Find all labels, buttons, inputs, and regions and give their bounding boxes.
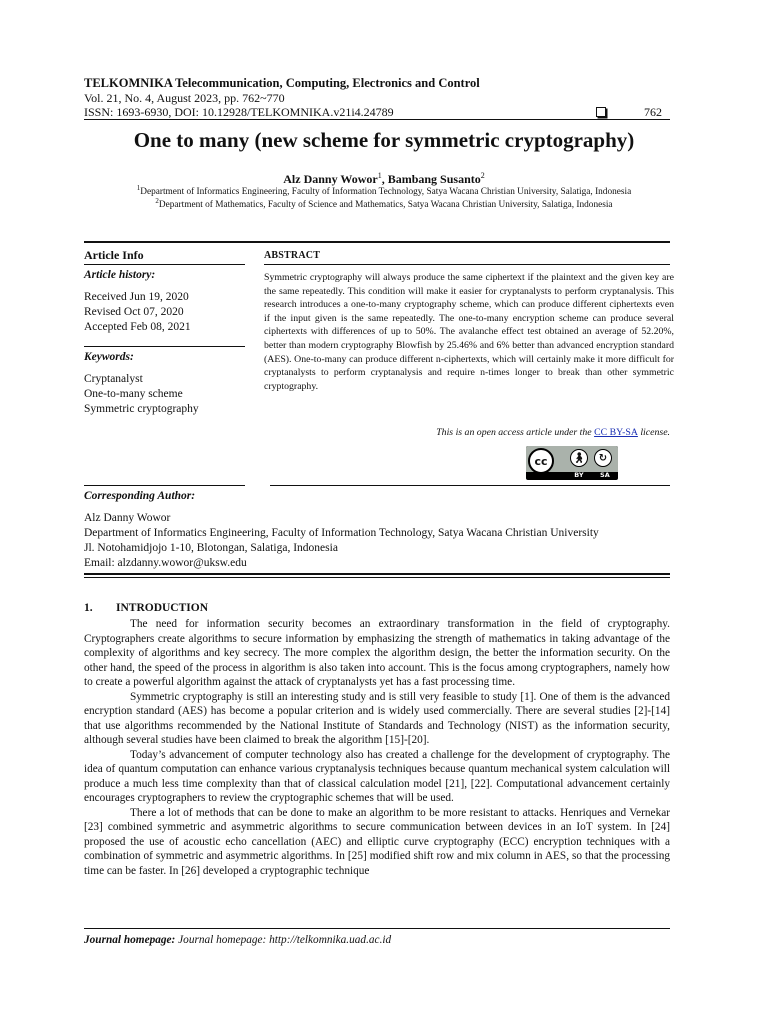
license-prefix: This is an open access article under the — [436, 427, 595, 438]
abstract-heading: ABSTRACT — [264, 250, 321, 261]
corresponding-line: Jl. Notohamidjojo 1-10, Blotongan, Salatiga, Indonesia — [84, 542, 338, 554]
affiliation-sup: 1 — [136, 184, 141, 192]
history-item: Revised Oct 07, 2020 — [84, 306, 184, 318]
history-item: Received Jun 19, 2020 — [84, 291, 189, 303]
author-name: Alz Danny Wowor — [283, 172, 378, 186]
volume-line: Vol. 21, No. 4, August 2023, pp. 762~770 — [84, 91, 285, 105]
footer-label: Journal homepage: — [84, 934, 176, 946]
license-suffix: license. — [637, 427, 670, 438]
keyword-item: One-to-many scheme — [84, 388, 183, 400]
section-heading — [84, 602, 208, 614]
footer-text: Journal homepage: http://telkomnika.uad.ac.id — [175, 934, 392, 946]
cc-by-sa-badge[interactable] — [526, 446, 618, 480]
abstract-rule — [264, 264, 670, 265]
author-name: Bambang Susanto — [387, 172, 481, 186]
affiliation-text: Department of Mathematics, Faculty of Science and Mathematics, Satya Wacana Christian University, Salatiga, Indonesia — [158, 200, 613, 211]
license-link[interactable]: CC BY-SA — [594, 427, 638, 438]
author-sup: 2 — [480, 171, 485, 180]
page-number: 762 — [644, 105, 662, 119]
issn-line: ISSN: 1693-6930, DOI: 10.12928/TELKOMNIKA.v21i4.24789 — [84, 105, 394, 119]
journal-homepage — [84, 934, 391, 946]
bottom-rule — [84, 573, 670, 575]
open-access-note — [436, 427, 670, 438]
person-icon: 🚶︎ — [570, 449, 588, 467]
keywords-rule — [84, 346, 245, 347]
corr-rule — [84, 485, 245, 486]
top-rule — [84, 241, 670, 243]
paragraph: Symmetric cryptography is still an interesting study and is still very feasible to study [1]. One of them is the advanced encryption standard (AES) has become a popular criterion and is widely used commercially. There are several studies [2]-[14] that use algorithms recommended by the National Institute of Standards and Technology (NIST) as the information security, although several studies have been claimed to break the algorithm [15]-[20]. — [84, 690, 670, 746]
corresponding-line: Alz Danny Wowor — [84, 512, 171, 524]
cc-icon: cc — [528, 448, 554, 474]
introduction-body — [84, 617, 670, 878]
keywords-heading: Keywords: — [84, 351, 134, 363]
corresponding-heading: Corresponding Author: — [84, 490, 196, 502]
sa-label: SA — [600, 471, 610, 479]
info-rule — [84, 264, 245, 265]
author-separator: , — [381, 172, 388, 186]
square-icon — [596, 107, 606, 117]
bottom-rule-2 — [84, 577, 670, 578]
affiliation — [0, 184, 768, 197]
keyword-item: Cryptanalyst — [84, 373, 143, 385]
header-rule — [84, 119, 670, 120]
keyword-item: Symmetric cryptography — [84, 403, 199, 415]
paragraph: There a lot of methods that can be done to make an algorithm to be more resistant to attacks. Henriques and Vernekar [23] combined symmetric and asymmetric algorithms to secure communication between devices in an IoT system. In [24] proposed the use of acoustic echo cancellation (AEC) and elliptic curve cryptography (ECC) encryption techniques with a combination of symmetric and asymmetric algorithms. In [25] modified shift row and mix column in AES, so that the processing time can be faster. In [26] developed a cryptographic technique — [84, 806, 670, 877]
section-number: 1. — [84, 602, 93, 614]
author-sup: 1 — [377, 171, 382, 180]
journal-name: TELKOMNIKA Telecommunication, Computing, Electronics and Control — [84, 76, 480, 90]
corresponding-line: Department of Informatics Engineering, Faculty of Information Technology, Satya Wacana Christian University — [84, 527, 599, 539]
history-heading: Article history: — [84, 269, 156, 281]
corresponding-email[interactable]: Email: alzdanny.wowor@uksw.edu — [84, 557, 247, 569]
abstract-text: Symmetric cryptography will always produce the same ciphertext if the plaintext and the given key are the same repeatedly. This condition will make it easier for cryptanalysts to perform cryptanalysis. This research introduces a one-to-many cryptography scheme, which can produce different ciphertexts even if the input given is the same repeatedly. The one-to-many encryption scheme can produce several ciphertexts with differences of up to 50%. The avalanche effect test obtained an average of 52.20%, better than modern cryptography Blowfish by 25.46% and 6% better than advanced encryption standard (AES). One-to-many can produce different n-ciphertexts, which will certainly make it more difficult for cryptanalysts to perform cryptanalysis and require n-times longer to break than other symmetric cryptography. — [264, 272, 674, 392]
affiliation — [0, 197, 768, 210]
license-rule — [270, 485, 670, 486]
history-item: Accepted Feb 08, 2021 — [84, 321, 191, 333]
affiliation-sup: 2 — [155, 197, 159, 205]
badge-labels — [566, 471, 618, 479]
by-label: BY — [574, 471, 584, 479]
affiliation-text: Department of Informatics Engineering, Faculty of Information Technology, Satya Wacana Christian University, Salatiga, Indonesia — [140, 187, 632, 198]
article-info-heading: Article Info — [84, 248, 144, 262]
footer-rule — [84, 928, 670, 929]
share-alike-icon: ↻ — [594, 449, 612, 467]
section-title: INTRODUCTION — [116, 602, 209, 614]
paragraph: Today’s advancement of computer technology also has created a challenge for the development of cryptography. The idea of quantum computation can enhance various cryptanalysis techniques because quantum mechanical system calculation will produce a much less time complexity than that of classical calculation model [21], [22]. Computational advancement certainly encourages cryptographers to review the cryptographic schemes that will be used. — [84, 748, 670, 804]
paper-title: One to many (new scheme for symmetric cryptography) — [133, 128, 635, 152]
paragraph: The need for information security becomes an extraordinary transformation in the field of cryptography. Cryptographers create algorithms to secure information by emphasizing the strength of mathematics in taking advantage of the complexity of algorithms and key secrecy. The more complex the algorithm design, the better the information security. On the other hand, the speed of the process in algorithm is also taken into account. This is the focus among cryptographers, namely how to create a powerful algorithm against the attack of cryptanalysts yet has a fast processing time. — [84, 618, 670, 688]
